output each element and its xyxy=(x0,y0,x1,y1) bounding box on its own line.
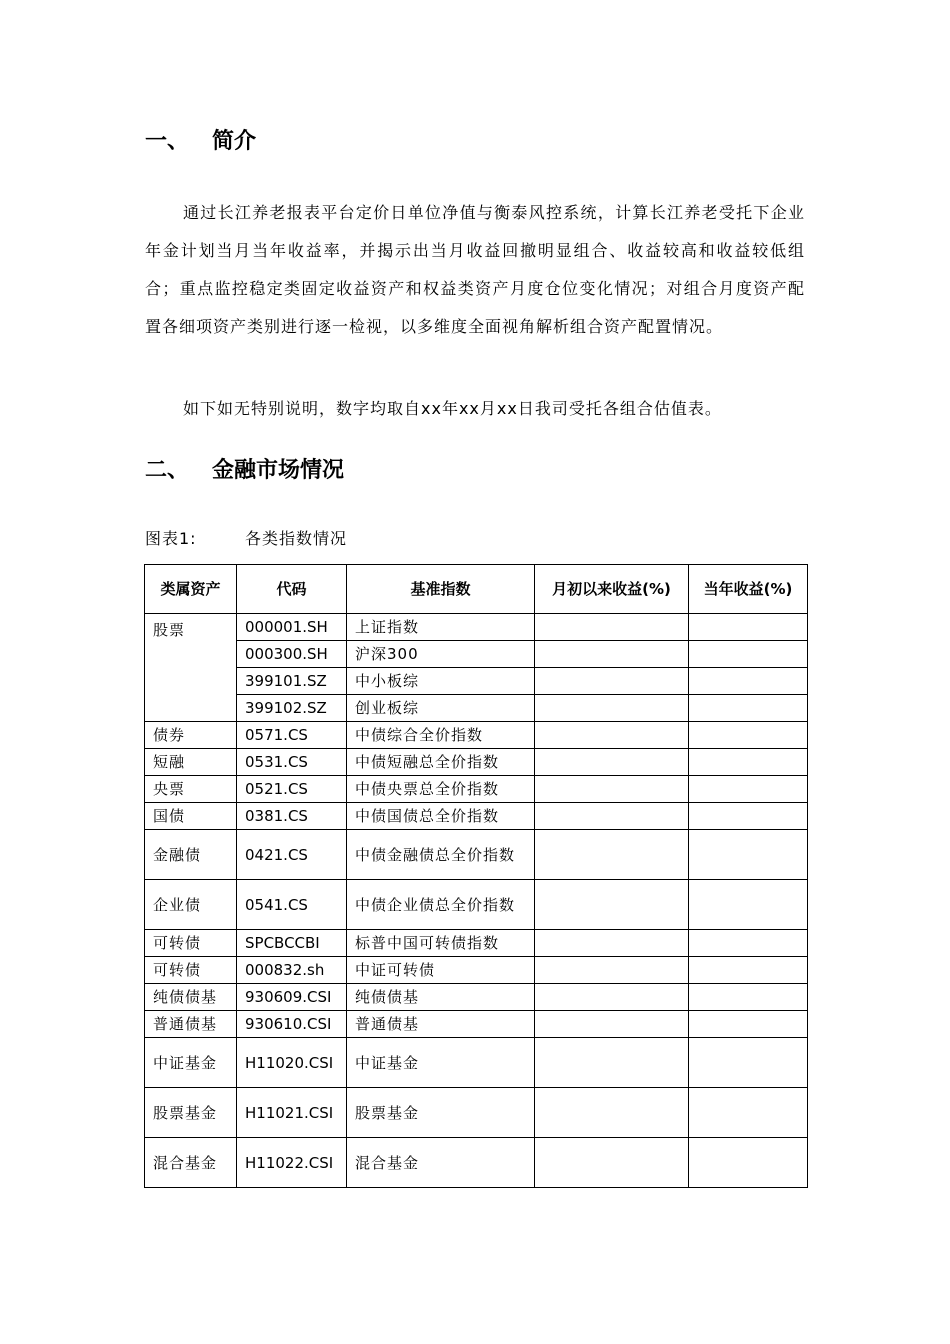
benchmark-cell: 中债央票总全价指数 xyxy=(347,776,535,803)
benchmark-cell: 创业板综 xyxy=(347,695,535,722)
mtd-cell xyxy=(535,641,689,668)
ytd-cell xyxy=(689,695,808,722)
mtd-cell xyxy=(535,880,689,930)
table-row xyxy=(145,1038,808,1088)
header-benchmark: 基准指数 xyxy=(347,565,535,614)
ytd-cell xyxy=(689,830,808,880)
benchmark-cell: 上证指数 xyxy=(347,614,535,641)
mtd-cell xyxy=(535,984,689,1011)
category-cell: 普通债基 xyxy=(145,1011,237,1038)
benchmark-cell: 中证基金 xyxy=(347,1038,535,1088)
code-cell: 930610.CSI xyxy=(237,1011,347,1038)
category-cell: 金融债 xyxy=(145,830,237,880)
ytd-cell xyxy=(689,776,808,803)
mtd-cell xyxy=(535,722,689,749)
code-cell: SPCBCCBI xyxy=(237,930,347,957)
ytd-cell xyxy=(689,1038,808,1088)
ytd-cell xyxy=(689,1138,808,1188)
benchmark-cell: 中债综合全价指数 xyxy=(347,722,535,749)
category-cell: 央票 xyxy=(145,776,237,803)
intro-paragraph: 通过长江养老报表平台定价日单位净值与衡泰风控系统，计算长江养老受托下企业年金计划当月当年收益率，并揭示出当月收益回撤明显组合、收益较高和收益较低组合；重点监控稳定类固定收益资产和权益类资产月度仓位变化情况；对组合月度资产配置各细项资产类别进行逐一检视，以多维度全面视角解析组合资产配置情况。 xyxy=(145,203,805,336)
ytd-cell xyxy=(689,749,808,776)
category-cell: 债券 xyxy=(145,722,237,749)
table-header-row xyxy=(145,565,808,614)
code-cell: 0531.CS xyxy=(237,749,347,776)
code-cell: 0571.CS xyxy=(237,722,347,749)
category-cell: 可转债 xyxy=(145,957,237,984)
code-cell: 0421.CS xyxy=(237,830,347,880)
ytd-cell xyxy=(689,984,808,1011)
section-number: 一、 xyxy=(145,129,190,154)
section-heading-market xyxy=(145,456,344,486)
mtd-cell xyxy=(535,776,689,803)
mtd-cell xyxy=(535,1088,689,1138)
category-cell: 短融 xyxy=(145,749,237,776)
code-cell: 399102.SZ xyxy=(237,695,347,722)
section-number: 二、 xyxy=(145,458,190,483)
mtd-cell xyxy=(535,930,689,957)
table-row xyxy=(145,1138,808,1188)
benchmark-cell: 标普中国可转债指数 xyxy=(347,930,535,957)
code-cell: H11022.CSI xyxy=(237,1138,347,1188)
table-row xyxy=(145,641,808,668)
mtd-cell xyxy=(535,830,689,880)
code-cell: 399101.SZ xyxy=(237,668,347,695)
ytd-cell xyxy=(689,1011,808,1038)
section-title: 金融市场情况 xyxy=(212,458,345,483)
table-row xyxy=(145,614,808,641)
mtd-cell xyxy=(535,957,689,984)
table-row xyxy=(145,957,808,984)
mtd-cell xyxy=(535,1011,689,1038)
header-code: 代码 xyxy=(237,565,347,614)
table-row xyxy=(145,776,808,803)
code-cell: 000832.sh xyxy=(237,957,347,984)
benchmark-cell: 中债国债总全价指数 xyxy=(347,803,535,830)
caption-label: 图表1: xyxy=(145,529,197,548)
caption-title: 各类指数情况 xyxy=(245,529,348,548)
ytd-cell xyxy=(689,722,808,749)
ytd-cell xyxy=(689,930,808,957)
code-cell: H11021.CSI xyxy=(237,1088,347,1138)
data-source-note: 如下如无特别说明，数字均取自xx年xx月xx日我司受托各组合估值表。 xyxy=(183,399,722,418)
table-row xyxy=(145,722,808,749)
table-row xyxy=(145,803,808,830)
table-row xyxy=(145,984,808,1011)
header-ytd-return: 当年收益(%) xyxy=(689,565,808,614)
benchmark-cell: 中债企业债总全价指数 xyxy=(347,880,535,930)
category-cell: 股票 xyxy=(145,614,237,722)
category-cell: 混合基金 xyxy=(145,1138,237,1188)
index-table xyxy=(144,564,808,1188)
table-row xyxy=(145,749,808,776)
ytd-cell xyxy=(689,668,808,695)
table-row xyxy=(145,695,808,722)
category-cell: 可转债 xyxy=(145,930,237,957)
section-title: 简介 xyxy=(212,129,257,154)
mtd-cell xyxy=(535,668,689,695)
benchmark-cell: 中债金融债总全价指数 xyxy=(347,830,535,880)
benchmark-cell: 普通债基 xyxy=(347,1011,535,1038)
header-category: 类属资产 xyxy=(145,565,237,614)
table-row xyxy=(145,668,808,695)
ytd-cell xyxy=(689,957,808,984)
ytd-cell xyxy=(689,641,808,668)
table-caption xyxy=(145,527,347,551)
benchmark-cell: 沪深300 xyxy=(347,641,535,668)
category-cell: 中证基金 xyxy=(145,1038,237,1088)
mtd-cell xyxy=(535,695,689,722)
benchmark-cell: 股票基金 xyxy=(347,1088,535,1138)
code-cell: 0541.CS xyxy=(237,880,347,930)
table-row xyxy=(145,880,808,930)
table-row xyxy=(145,830,808,880)
benchmark-cell: 中债短融总全价指数 xyxy=(347,749,535,776)
benchmark-cell: 混合基金 xyxy=(347,1138,535,1188)
mtd-cell xyxy=(535,1138,689,1188)
code-cell: 930609.CSI xyxy=(237,984,347,1011)
benchmark-cell: 中小板综 xyxy=(347,668,535,695)
ytd-cell xyxy=(689,1088,808,1138)
table-row xyxy=(145,1088,808,1138)
mtd-cell xyxy=(535,803,689,830)
benchmark-cell: 纯债债基 xyxy=(347,984,535,1011)
category-cell: 股票基金 xyxy=(145,1088,237,1138)
section-heading-intro xyxy=(145,127,256,157)
code-cell: 0381.CS xyxy=(237,803,347,830)
code-cell: 0521.CS xyxy=(237,776,347,803)
mtd-cell xyxy=(535,1038,689,1088)
code-cell: 000001.SH xyxy=(237,614,347,641)
code-cell: H11020.CSI xyxy=(237,1038,347,1088)
category-cell: 纯债债基 xyxy=(145,984,237,1011)
category-cell: 国债 xyxy=(145,803,237,830)
category-cell: 企业债 xyxy=(145,880,237,930)
table-row xyxy=(145,930,808,957)
header-mtd-return: 月初以来收益(%) xyxy=(535,565,689,614)
benchmark-cell: 中证可转债 xyxy=(347,957,535,984)
ytd-cell xyxy=(689,803,808,830)
code-cell: 000300.SH xyxy=(237,641,347,668)
mtd-cell xyxy=(535,749,689,776)
ytd-cell xyxy=(689,880,808,930)
mtd-cell xyxy=(535,614,689,641)
table-row xyxy=(145,1011,808,1038)
ytd-cell xyxy=(689,614,808,641)
